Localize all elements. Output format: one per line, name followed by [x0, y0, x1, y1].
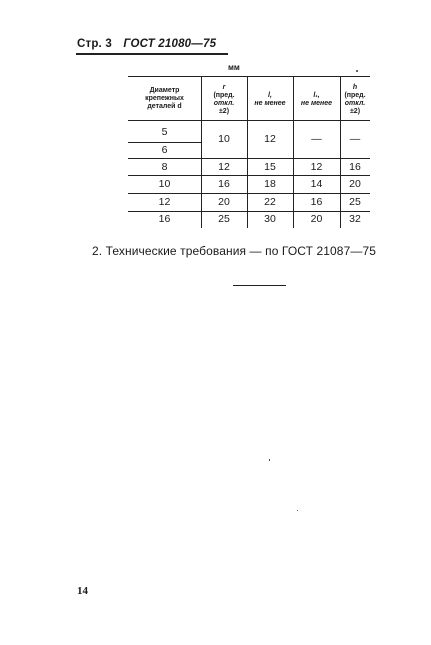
header-l1: [293, 92, 340, 108]
table-cell: 16: [310, 196, 323, 208]
header-line: l₁,: [313, 92, 320, 99]
table-cell: 5: [161, 126, 168, 138]
table-cell: 22: [264, 196, 276, 208]
header-h: [340, 84, 370, 116]
header-r: [201, 84, 247, 116]
table-cell: 25: [349, 196, 361, 208]
header-line: l,: [268, 92, 272, 99]
page-label: Стр. 3: [77, 38, 112, 50]
header-line: h: [352, 84, 358, 91]
table-cell: 12: [158, 196, 171, 208]
row-rule: [128, 142, 201, 143]
table-cell: 32: [349, 213, 361, 225]
row-rule: [128, 158, 370, 159]
speck: [269, 459, 270, 461]
header-line: ±2): [349, 108, 361, 115]
end-rule: [233, 285, 286, 286]
table-header-rule: [128, 120, 370, 121]
header-line: (пред.: [344, 92, 366, 99]
row-rule: [128, 193, 370, 194]
table-cell: 6: [161, 144, 168, 156]
header-line: откл.: [213, 100, 235, 107]
table-cell: 30: [264, 213, 276, 225]
table-cell: 20: [310, 213, 323, 225]
table-cell: —: [311, 133, 322, 145]
standard-number: ГОСТ 21080—75: [123, 38, 217, 50]
table-cell: 16: [349, 161, 361, 173]
table-cell: —: [349, 133, 361, 145]
table-cell: 14: [310, 178, 323, 190]
header-line: (пред.: [213, 92, 235, 99]
unit-label: мм: [228, 63, 240, 72]
header-l: [247, 92, 293, 108]
table-cell: 25: [218, 213, 230, 225]
table-cell: 16: [218, 178, 230, 190]
header-line: не менее: [300, 100, 333, 107]
table-cell: 8: [161, 161, 168, 173]
table-cell: 10: [218, 133, 230, 145]
header-line: Диаметр: [149, 87, 180, 94]
table-cell: 20: [349, 178, 361, 190]
table-cell: 12: [218, 161, 230, 173]
technical-requirements-text: 2. Технические требования — по ГОСТ 21087—75: [92, 244, 377, 258]
table-cell: 12: [264, 133, 276, 145]
header-diameter: [128, 87, 201, 111]
row-rule: [128, 211, 370, 212]
table-top-rule: [128, 76, 370, 77]
table-cell: 18: [264, 178, 276, 190]
header-line: деталей d: [147, 103, 182, 110]
table-cell: 20: [218, 196, 230, 208]
header-line: r: [222, 84, 226, 91]
row-rule: [128, 175, 370, 176]
table-cell: 10: [158, 178, 171, 190]
header-line: не менее: [254, 100, 286, 107]
table-cell: 16: [158, 213, 171, 225]
speck: [297, 510, 298, 511]
header-line: крепежных: [145, 95, 184, 102]
header-line: ±2): [218, 108, 230, 115]
table-cell: 15: [264, 161, 276, 173]
table-cell: 12: [310, 161, 323, 173]
page-number: 14: [77, 585, 88, 597]
header-line: откл.: [344, 100, 366, 107]
